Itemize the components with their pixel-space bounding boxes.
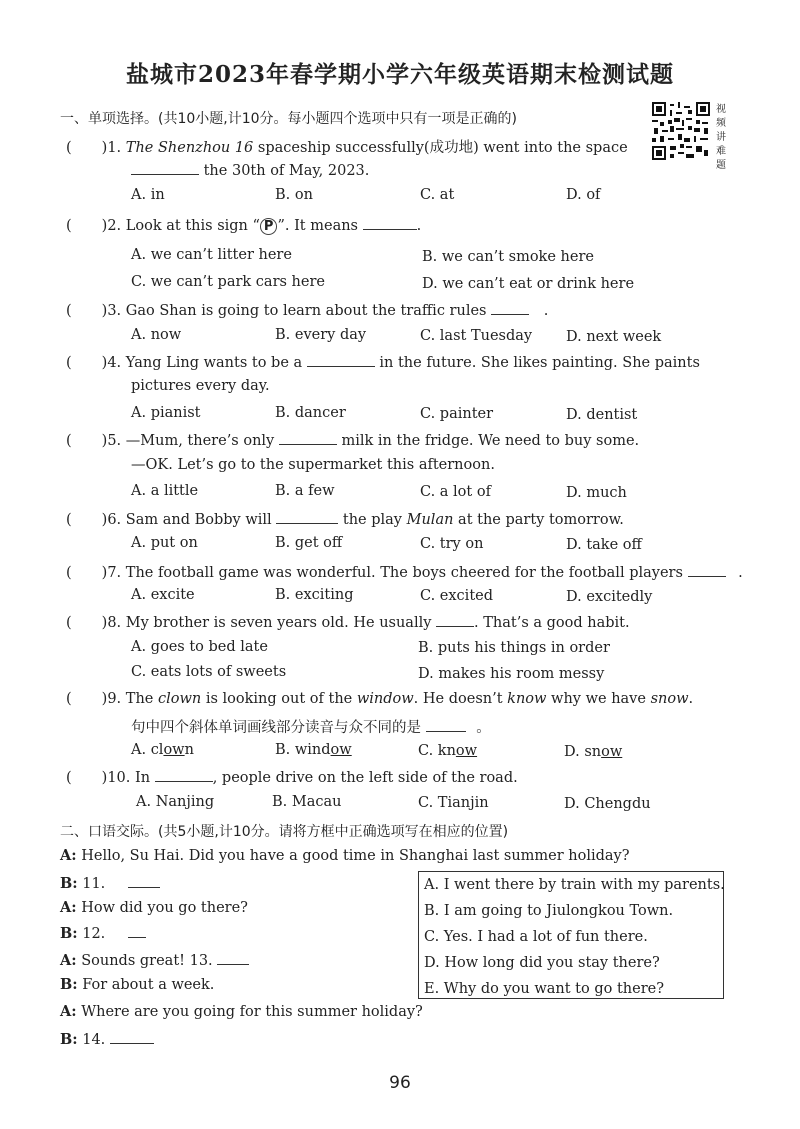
answer-blank[interactable] bbox=[128, 924, 146, 938]
q5-option-d: D. much bbox=[566, 485, 627, 501]
answer-blank[interactable] bbox=[436, 613, 474, 627]
question-9: ( )9. The clown is looking out of the window. He doesn’t know why we have snow. bbox=[66, 691, 694, 707]
q7-option-b: B. exciting bbox=[275, 587, 354, 603]
q10-option-d: D. Chengdu bbox=[564, 796, 651, 812]
answer-blank[interactable] bbox=[279, 431, 337, 445]
answer-blank[interactable] bbox=[131, 161, 199, 175]
q3-option-c: C. last Tuesday bbox=[420, 328, 533, 344]
q5-option-c: C. a lot of bbox=[420, 484, 491, 500]
answer-blank[interactable] bbox=[426, 718, 466, 732]
q4-option-b: B. dancer bbox=[275, 405, 346, 421]
page-title: 盐城市2023年春学期小学六年级英语期末检测试题 bbox=[125, 61, 674, 88]
question-5: ( )5. —Mum, there’s only milk in the fridge. We need to buy some. bbox=[66, 433, 640, 449]
box-option-b: B. I am going to Jiulongkou Town. bbox=[424, 903, 674, 919]
q4-option-c: C. painter bbox=[420, 406, 494, 422]
box-option-a: A. I went there by train with my parents. bbox=[424, 877, 725, 893]
q2-option-b: B. we can’t smoke here bbox=[422, 249, 594, 265]
dialog-line-1: A: Hello, Su Hai. Did you have a good time in Shanghai last summer holiday? bbox=[60, 847, 630, 864]
q8-option-c: C. eats lots of sweets bbox=[131, 664, 287, 680]
q9-option-c: C. know bbox=[418, 743, 478, 759]
q1-option-b: B. on bbox=[275, 187, 313, 203]
answer-blank[interactable] bbox=[307, 353, 375, 367]
question-9-line2: 句中四个斜体单词画线部分读音与众不同的是 。 bbox=[131, 720, 491, 736]
box-option-d: D. How long did you stay there? bbox=[424, 955, 660, 971]
qr-code bbox=[652, 102, 710, 160]
q5-option-b: B. a few bbox=[275, 483, 335, 499]
q6-option-c: C. try on bbox=[420, 536, 484, 552]
dialog-line-3: A: How did you go there? bbox=[60, 899, 248, 916]
answer-blank[interactable] bbox=[491, 301, 529, 315]
section-1-heading: 一、单项选择。(共10小题,计10分。每小题四个选项中只有一项是正确的) bbox=[60, 111, 518, 127]
q4-option-a: A. pianist bbox=[131, 405, 201, 421]
q3-option-d: D. next week bbox=[566, 329, 662, 345]
question-4-line2: pictures every day. bbox=[131, 378, 270, 394]
question-4: ( )4. Yang Ling wants to be a in the future. She likes painting. She paints bbox=[66, 355, 700, 371]
answer-blank[interactable] bbox=[110, 1030, 154, 1044]
section-2-heading: 二、口语交际。(共5小题,计10分。请将方框中正确选项写在相应的位置) bbox=[60, 824, 509, 840]
dialog-line-6: B: For about a week. bbox=[60, 976, 215, 993]
q9-option-b: B. window bbox=[275, 742, 352, 758]
answer-blank[interactable] bbox=[363, 216, 417, 230]
question-3: ( )3. Gao Shan is going to learn about the traffic rules . bbox=[66, 303, 549, 319]
q1-option-c: C. at bbox=[420, 187, 455, 203]
q7-option-c: C. excited bbox=[420, 588, 494, 604]
dialog-line-7: A: Where are you going for this summer holiday? bbox=[60, 1003, 423, 1020]
q5-option-a: A. a little bbox=[131, 483, 199, 499]
question-1: ( )1. The Shenzhou 16 spaceship successfully(成功地) went into the space bbox=[66, 140, 628, 156]
q4-option-d: D. dentist bbox=[566, 407, 638, 423]
q3-option-b: B. every day bbox=[275, 327, 367, 343]
q10-option-b: B. Macau bbox=[272, 794, 342, 810]
answer-blank[interactable] bbox=[128, 874, 160, 888]
q6-option-a: A. put on bbox=[131, 535, 198, 551]
q10-option-a: A. Nanjing bbox=[136, 794, 215, 810]
q2-option-c: C. we can’t park cars here bbox=[131, 274, 325, 290]
q2-option-d: D. we can’t eat or drink here bbox=[422, 276, 635, 292]
q3-option-a: A. now bbox=[131, 327, 182, 343]
q8-option-d: D. makes his room messy bbox=[418, 666, 605, 682]
q6-option-b: B. get off bbox=[275, 535, 343, 551]
question-1-line2: the 30th of May, 2023. bbox=[131, 161, 369, 179]
q1-option-d: D. of bbox=[566, 187, 601, 203]
q10-option-c: C. Tianjin bbox=[418, 795, 489, 811]
question-6: ( )6. Sam and Bobby will the play Mulan at the party tomorrow. bbox=[66, 512, 624, 528]
q9-option-a: A. clown bbox=[131, 742, 194, 758]
q2-option-a: A. we can’t litter here bbox=[131, 247, 292, 263]
dialog-line-4: B: 12. bbox=[60, 924, 146, 942]
question-10: ( )10. In , people drive on the left side of the road. bbox=[66, 770, 518, 786]
page-number: 96 bbox=[389, 1073, 411, 1093]
dialog-line-5: A: Sounds great! 13. bbox=[60, 951, 249, 969]
q9-option-d: D. snow bbox=[564, 744, 623, 760]
question-5-line2: —OK. Let’s go to the supermarket this afternoon. bbox=[131, 457, 495, 473]
answer-blank[interactable] bbox=[217, 951, 249, 965]
q6-option-d: D. take off bbox=[566, 537, 642, 553]
question-8: ( )8. My brother is seven years old. He usually . That’s a good habit. bbox=[66, 615, 630, 631]
q8-option-a: A. goes to bed late bbox=[131, 639, 268, 655]
answer-blank[interactable] bbox=[276, 510, 338, 524]
box-option-c: C. Yes. I had a lot of fun there. bbox=[424, 929, 648, 945]
answer-blank[interactable] bbox=[688, 563, 726, 577]
answer-blank[interactable] bbox=[155, 768, 213, 782]
q7-option-d: D. excitedly bbox=[566, 589, 653, 605]
box-option-e: E. Why do you want to go there? bbox=[424, 981, 664, 997]
question-2: ( )2. Look at this sign “ P ”. It means . bbox=[66, 218, 422, 234]
question-7: ( )7. The football game was wonderful. The boys cheered for the football players . bbox=[66, 565, 743, 581]
q7-option-a: A. excite bbox=[131, 587, 195, 603]
parking-sign-icon: P bbox=[260, 218, 278, 235]
dialog-line-8: B: 14. bbox=[60, 1030, 154, 1048]
q1-option-a: A. in bbox=[131, 187, 165, 203]
dialog-line-2: B: 11. bbox=[60, 874, 160, 892]
q8-option-b: B. puts his things in order bbox=[418, 640, 610, 656]
qr-side-label: 视频讲难题 bbox=[716, 104, 726, 171]
